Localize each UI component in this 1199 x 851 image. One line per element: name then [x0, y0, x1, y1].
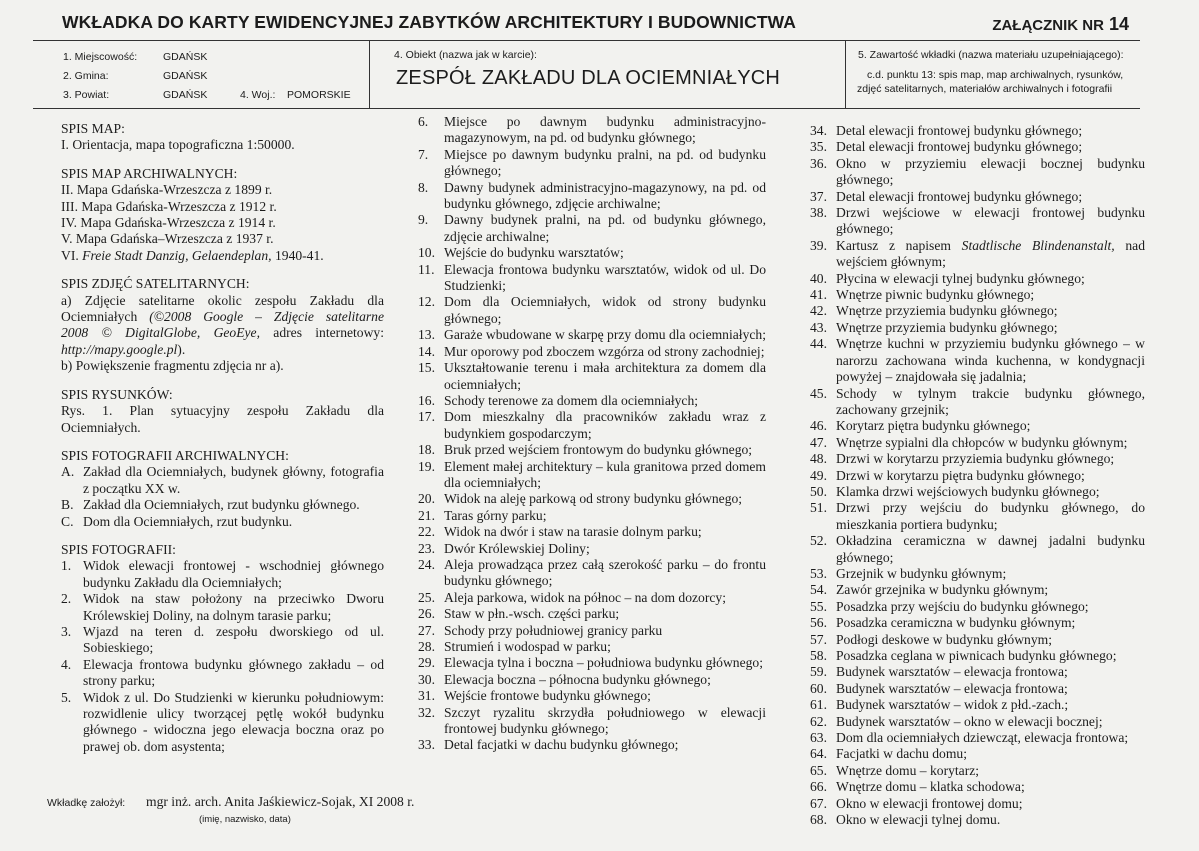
item-number: 24. [418, 556, 435, 572]
list-item [418, 491, 766, 507]
column-1 [61, 121, 384, 755]
item-number: 59. [810, 664, 827, 680]
list-item [418, 327, 766, 343]
map-arch-item: II. Mapa Gdańska-Wrzeszcza z 1899 r. [61, 182, 273, 198]
item-number: 40. [810, 270, 827, 286]
item-number: 7. [418, 146, 429, 162]
list-item [418, 212, 766, 245]
item-number: 58. [810, 648, 827, 663]
list-item [418, 508, 766, 524]
item-number: 52. [810, 533, 827, 549]
map-arch-vi-italic: Freie Stadt Danzig, Gelaendeplan, [82, 247, 272, 263]
powiat-value: GDAŃSK [163, 89, 208, 101]
item-text: Facjatki w dachu domu; [836, 746, 967, 762]
rys-line-2: Ociemniałych. [61, 419, 141, 435]
item-number: 68. [810, 812, 827, 828]
item-number: 19. [418, 458, 435, 474]
list-item [61, 591, 384, 624]
list-item [810, 451, 1145, 467]
item-number: 23. [418, 540, 435, 556]
list-item [810, 779, 1145, 795]
list-item [61, 690, 384, 756]
item-text: Drzwi w korytarzu przyziemia budynku głównego; [836, 451, 1115, 467]
item-text: Wjazd na teren d. zespołu dworskiego od ul. Sobieskiego; [83, 623, 384, 656]
author-label: Wkładkę założył: [47, 797, 126, 809]
item-text: Strumień i wodospad w parku; [444, 639, 611, 654]
item-text: Płycina w elewacji tylnej budynku głównego; [836, 270, 1085, 286]
item-number: C. [61, 513, 74, 529]
fot-heading: SPIS FOTOGRAFII: [61, 541, 176, 557]
item-text: Okno w przyziemiu elewacji bocznej budynku głównego; [836, 155, 1145, 188]
sat-a-pre: Ociemniałych [61, 309, 138, 325]
item-text: Detal facjatki w dachu budynku głównego; [444, 737, 679, 753]
list-item [810, 287, 1145, 303]
woj-label: 4. Woj.: [240, 89, 276, 101]
item-text: Dawny budynek pralni, na pd. od budynku głównego, zdjęcie archiwalne; [444, 212, 766, 244]
list-item [61, 657, 384, 690]
item-text: Elewacja frontowa budynku warsztatów, widok od ul. Do Studzienki; [444, 261, 766, 294]
item-number: A. [61, 464, 75, 480]
attachment-no: 14 [1108, 14, 1129, 34]
sat-a-line-2 [61, 309, 384, 325]
header-top-rule [33, 40, 1140, 41]
item-number: 46. [810, 418, 827, 434]
author-value: mgr inż. arch. Anita Jaśkiewicz-Sojak, XI 2008 r. [146, 794, 415, 809]
fot-arch-item [61, 514, 384, 530]
item-text: Wnętrze piwnic budynku głównego; [836, 287, 1035, 303]
item-number: 60. [810, 680, 827, 696]
item-number: B. [61, 497, 74, 513]
list-item [418, 180, 766, 213]
map-arch-vi-num: VI. [61, 247, 79, 263]
list-item [418, 705, 766, 738]
list-item [810, 632, 1145, 648]
list-item [810, 648, 1145, 664]
item-number: 42. [810, 303, 827, 319]
list-item [418, 262, 766, 295]
item-number: 63. [810, 730, 827, 746]
item-number: 27. [418, 622, 435, 638]
list-item [810, 139, 1145, 155]
list-item [810, 730, 1145, 746]
list-item [810, 615, 1145, 631]
rys-line-1: Rys. 1. Plan sytuacyjny zespołu Zakładu dla [61, 403, 384, 419]
list-item [810, 697, 1145, 713]
item-text-italic: Stadtlische Blindenanstalt, [961, 237, 1115, 253]
item-text: Posadzka ceglana w piwnicach budynku głównego; [836, 648, 1117, 663]
item-number: 57. [810, 631, 827, 647]
list-item [418, 442, 766, 458]
item-number: 11. [418, 261, 435, 277]
list-item [418, 606, 766, 622]
list-item [810, 238, 1145, 271]
attachment-label: ZAŁĄCZNIK NR [992, 17, 1104, 34]
item-text: Zakład dla Ociemniałych, budynek główny, fotografia z początku XX w. [83, 464, 384, 496]
item-number: 1. [61, 558, 72, 574]
item-number: 28. [418, 639, 435, 654]
item-number: 18. [418, 442, 435, 458]
item-number: 33. [418, 737, 435, 753]
zawartosc-label: 5. Zawartość wkładki (nazwa materiału uzupełniającego): [858, 49, 1124, 61]
map-arch-vi-end: 1940-41. [274, 247, 324, 263]
item-text: Schody przy południowej granicy parku [444, 622, 663, 638]
item-number: 51. [810, 500, 827, 516]
item-text: Aleja prowadząca przez całą szerokość parku – do frontu budynku głównego; [444, 556, 766, 589]
list-item [418, 623, 766, 639]
item-number: 41. [810, 287, 827, 303]
zawartosc-line-2: zdjęć satelitarnych, materiałów archiwalnych i fotografii [857, 83, 1113, 95]
item-number: 66. [810, 779, 827, 795]
item-text: Budynek warsztatów – elewacja frontowa; [836, 664, 1068, 680]
list-item [810, 336, 1145, 385]
item-number: 67. [810, 795, 827, 811]
list-item [418, 459, 766, 492]
item-text: Szczyt ryzalitu skrzydła południowego w elewacji frontowej budynku głównego; [444, 704, 766, 737]
item-text: Elewacja tylna i boczna – południowa budynku głównego; [444, 655, 763, 671]
item-text: Wnętrze domu – klatka schodowa; [836, 779, 1025, 795]
gmina-label: 2. Gmina: [63, 70, 109, 82]
item-number: 21. [418, 507, 435, 523]
item-text: Detal elewacji frontowej budynku głównego; [836, 188, 1083, 204]
item-text: Miejsce po dawnym budynku pralni, na pd. od budynku głównego; [444, 146, 766, 179]
list-item [810, 303, 1145, 319]
item-text: Detal elewacji frontowej budynku głównego; [836, 123, 1083, 138]
item-number: 14. [418, 343, 435, 359]
column-2 [418, 114, 766, 754]
item-number: 54. [810, 582, 827, 598]
item-number: 37. [810, 188, 827, 204]
item-text: Dom dla ociemniałych dziewcząt, elewacja frontowa; [836, 730, 1129, 746]
sat-heading: SPIS ZDJĘĆ SATELITARNYCH: [61, 276, 250, 292]
list-item [810, 796, 1145, 812]
attachment-number [992, 14, 1129, 35]
fot-arch-item [61, 497, 384, 513]
sat-a-end: adres internetowy: [273, 325, 384, 341]
list-item [418, 639, 766, 655]
list-item [61, 558, 384, 591]
item-number: 62. [810, 713, 827, 729]
item-text: Drzwi przy wejściu do budynku głównego, do mieszkania portiera budynku; [836, 500, 1145, 532]
item-text: Drzwi wejściowe w elewacji frontowej budynku głównego; [836, 205, 1145, 237]
column-3 [810, 123, 1145, 828]
list-item [418, 655, 766, 671]
gmina-value: GDAŃSK [163, 70, 208, 82]
list-item [418, 672, 766, 688]
zawartosc-line-1: c.d. punktu 13: spis map, map archiwalnych, rysunków, [867, 69, 1124, 81]
item-text: Wnętrze przyziemia budynku głównego; [836, 303, 1058, 319]
item-number: 25. [418, 589, 435, 605]
item-text: Elewacja frontowa budynku głównego zakładu – od strony parku; [83, 656, 384, 689]
item-text: Korytarz piętra budynku głównego; [836, 418, 1031, 434]
rys-heading: SPIS RYSUNKÓW: [61, 386, 173, 402]
list-item [810, 484, 1145, 500]
item-text: Wnętrze sypialni dla chłopców w budynku głównym; [836, 434, 1128, 450]
miejscowosc-label: 1. Miejscowość: [63, 51, 138, 63]
item-text: Taras górny parku; [444, 507, 547, 523]
list-item [418, 524, 766, 540]
item-text: Wnętrze przyziemia budynku głównego; [836, 319, 1058, 335]
item-number: 9. [418, 212, 429, 228]
list-item [418, 147, 766, 180]
list-item [418, 393, 766, 409]
list-item [810, 386, 1145, 419]
item-number: 35. [810, 139, 827, 155]
list-item [418, 737, 766, 753]
item-number: 43. [810, 319, 827, 335]
item-text: Dwór Królewskiej Doliny; [444, 540, 590, 556]
list-item [810, 156, 1145, 189]
item-number: 6. [418, 114, 429, 129]
item-text: Ukształtowanie terenu i mała architektura za domem dla ociemniałych; [444, 360, 766, 392]
item-number: 17. [418, 409, 435, 425]
list-item [810, 599, 1145, 615]
item-number: 48. [810, 451, 827, 467]
spis-map-heading: SPIS MAP: [61, 121, 125, 136]
list-item [61, 624, 384, 657]
item-text: Budynek warsztatów – okno w elewacji bocznej; [836, 713, 1103, 729]
list-item [810, 664, 1145, 680]
item-number: 34. [810, 123, 827, 138]
item-text: Dom dla Ociemniałych, widok od strony budynku głównego; [444, 294, 766, 326]
header-divider-2 [845, 41, 846, 108]
item-text: Dom dla Ociemniałych, rzut budynku. [83, 513, 293, 529]
list-item [810, 271, 1145, 287]
item-number: 47. [810, 434, 827, 450]
list-item [810, 435, 1145, 451]
item-number: 20. [418, 491, 435, 507]
item-number: 32. [418, 704, 435, 720]
item-number: 61. [810, 697, 827, 713]
item-number: 64. [810, 746, 827, 762]
item-number: 5. [61, 689, 72, 705]
item-text: Bruk przed wejściem frontowym do budynku głównego; [444, 442, 753, 458]
item-text: Okno w elewacji tylnej domu. [836, 812, 1001, 828]
list-item [418, 294, 766, 327]
item-number: 26. [418, 606, 435, 622]
item-number: 12. [418, 294, 435, 310]
miejscowosc-value: GDAŃSK [163, 51, 208, 63]
map-arch-heading: SPIS MAP ARCHIWALNYCH: [61, 165, 238, 181]
item-text: Zakład dla Ociemniałych, rzut budynku głównego. [83, 497, 360, 513]
list-item [810, 812, 1145, 828]
item-number: 53. [810, 565, 827, 581]
item-number: 29. [418, 655, 435, 671]
header-divider-1 [369, 41, 370, 108]
sat-b: b) Powiększenie fragmentu zdjęcia nr a). [61, 358, 284, 374]
item-number: 2. [61, 591, 72, 607]
item-number: 49. [810, 467, 827, 483]
sat-a-italic: (©2008 Google – Zdjęcie satelitarne [149, 309, 384, 325]
item-number: 39. [810, 237, 827, 253]
item-number: 3. [61, 623, 72, 639]
item-text: Dawny budynek administracyjno-magazynowy, na pd. od budynku głównego, zdjęcie archiwalne; [444, 179, 766, 212]
list-item [810, 418, 1145, 434]
item-text [836, 238, 1145, 271]
header-bottom-rule [33, 108, 1140, 109]
sat-url: http://mapy.google.pl [61, 341, 178, 357]
item-text: Podłogi deskowe w budynku głównym; [836, 631, 1052, 647]
item-text: Dom mieszkalny dla pracowników zakładu wraz z budynkiem gospodarczym; [444, 409, 766, 441]
fot-list [61, 558, 384, 755]
map-arch-item: IV. Mapa Gdańska-Wrzeszcza z 1914 r. [61, 215, 276, 231]
list-item [418, 541, 766, 557]
item-text: Posadzka ceramiczna w budynku głównym; [836, 615, 1076, 631]
list-item [418, 590, 766, 606]
list-item [810, 205, 1145, 238]
item-number: 55. [810, 598, 827, 614]
list-item [810, 763, 1145, 779]
item-number: 30. [418, 671, 435, 687]
fot-arch-item [61, 464, 384, 497]
item-text: Mur oporowy pod zboczem wzgórza od strony zachodniej; [444, 343, 765, 359]
item-number: 8. [418, 179, 429, 195]
item-number: 50. [810, 483, 827, 499]
list-item [810, 533, 1145, 566]
item-text: Budynek warsztatów – widok z płd.-zach.; [836, 697, 1069, 713]
list-item [810, 320, 1145, 336]
item-text: Wejście frontowe budynku głównego; [444, 688, 651, 704]
item-text: Miejsce po dawnym budynku administracyjno-magazynowym, na pd. od budynku głównego; [444, 114, 766, 146]
sat-a-line-1: a) Zdjęcie satelitarne okolic zespołu Zakładu dla [61, 292, 384, 308]
item-text: Okładzina ceramiczna w dawnej jadalni budynku głównego; [836, 533, 1145, 565]
item-text: Wejście do budynku warsztatów; [444, 245, 624, 261]
item-text: Wnętrze domu – korytarz; [836, 762, 980, 778]
item-text: Schody w tylnym trakcie budynku głównego, zachowany grzejnik; [836, 385, 1145, 417]
powiat-label: 3. Powiat: [63, 89, 110, 101]
sat-a-line-3 [61, 325, 384, 341]
item-text: Grzejnik w budynku głównym; [836, 565, 1007, 581]
list-item [810, 746, 1145, 762]
item-text: Elewacja boczna – północna budynku głównego; [444, 671, 711, 687]
list-item [418, 360, 766, 393]
map-arch-item: V. Mapa Gdańska–Wrzeszcza z 1937 r. [61, 231, 274, 247]
list-item [418, 688, 766, 704]
item-text: Garaże wbudowane w skarpę przy domu dla ociemniałych; [444, 327, 766, 343]
spis-map-item: I. Orientacja, mapa topograficzna 1:50000. [61, 137, 295, 153]
item-text: Budynek warsztatów – elewacja frontowa; [836, 680, 1068, 696]
item-text: Widok elewacji frontowej - wschodniej głównego budynku Zakładu dla Ociemniałych; [83, 558, 384, 590]
item-text-part: nad wejściem głównym; [836, 237, 1146, 270]
item-text: Klamka drzwi wejściowych budynku głównego; [836, 483, 1100, 499]
item-number: 38. [810, 205, 827, 221]
item-number: 15. [418, 360, 435, 376]
item-text: Widok na dwór i staw na tarasie dolnym parku; [444, 524, 702, 540]
item-number: 65. [810, 762, 827, 778]
list-item [418, 114, 766, 147]
item-number: 56. [810, 615, 827, 631]
list-item [810, 189, 1145, 205]
document-title: WKŁADKA DO KARTY EWIDENCYJNEJ ZABYTKÓW ARCHITEKTURY I BUDOWNICTWA [62, 12, 797, 32]
list-item [810, 681, 1145, 697]
item-text: Wnętrze kuchni w przyziemiu budynku głównego – w narorzu zachowana winda kuchenna, w kondygnacji powyżej – znajdowała się jadalnia; [836, 336, 1145, 385]
item-text: Aleja parkowa, widok na północ – na dom dozorcy; [444, 589, 726, 605]
sat-a-italic-2: 2008 © DigitalGlobe, GeoEye, [61, 325, 260, 341]
item-number: 4. [61, 656, 72, 672]
fot-arch-heading: SPIS FOTOGRAFII ARCHIWALNYCH: [61, 447, 289, 463]
list-item [810, 582, 1145, 598]
item-number: 16. [418, 392, 435, 408]
list-item [810, 566, 1145, 582]
item-text: Drzwi w korytarzu piętra budynku głównego; [836, 467, 1085, 483]
author-caption: (imię, nazwisko, data) [199, 814, 291, 825]
item-text: Schody terenowe za domem dla ociemniałych; [444, 392, 699, 408]
map-arch-item: III. Mapa Gdańska-Wrzeszcza z 1912 r. [61, 198, 277, 214]
item-text-part: Kartusz z napisem [836, 237, 951, 253]
item-text: Staw w płn.-wsch. części parku; [444, 606, 620, 622]
item-text: Zawór grzejnika w budynku głównym; [836, 582, 1049, 598]
list-item [810, 468, 1145, 484]
item-number: 31. [418, 688, 435, 704]
item-text: Element małej architektury – kula granitowa przed domem dla ociemniałych; [444, 458, 766, 490]
list-item [418, 344, 766, 360]
item-text: Posadzka przy wejściu do budynku głównego; [836, 598, 1089, 614]
obiekt-label: 4. Obiekt (nazwa jak w karcie): [394, 49, 537, 61]
list-item [810, 123, 1145, 139]
list-item [810, 500, 1145, 533]
item-text: Detal elewacji frontowej budynku głównego; [836, 139, 1083, 155]
map-arch-item [61, 248, 384, 264]
item-number: 44. [810, 336, 827, 352]
item-number: 45. [810, 385, 827, 401]
item-number: 13. [418, 327, 435, 343]
woj-value: POMORSKIE [287, 89, 351, 101]
item-text: Okno w elewacji frontowej domu; [836, 795, 1023, 811]
list-item [810, 714, 1145, 730]
item-number: 36. [810, 155, 827, 171]
item-text: Widok z ul. Do Studzienki w kierunku południowym: rozwidlenie ulicy tworzącej pętlę wokół budynku głównego - widoczna jego elewacja boczna oraz po prawej ob. dom asystenta; [83, 689, 384, 754]
list-item [418, 409, 766, 442]
item-number: 22. [418, 524, 435, 540]
item-number: 10. [418, 245, 435, 261]
list-item [418, 557, 766, 590]
item-text: Widok na aleję parkową od strony budynku głównego; [444, 491, 743, 507]
item-text: Widok na staw położony na przeciwko Dworu Królewskiej Doliny, na dolnym tarasie parku; [83, 591, 384, 623]
list-item [418, 245, 766, 261]
obiekt-name: ZESPÓŁ ZAKŁADU DLA OCIEMNIAŁYCH [396, 67, 781, 89]
sat-url-end: ). [177, 341, 186, 357]
sat-a-line-4 [61, 342, 384, 358]
